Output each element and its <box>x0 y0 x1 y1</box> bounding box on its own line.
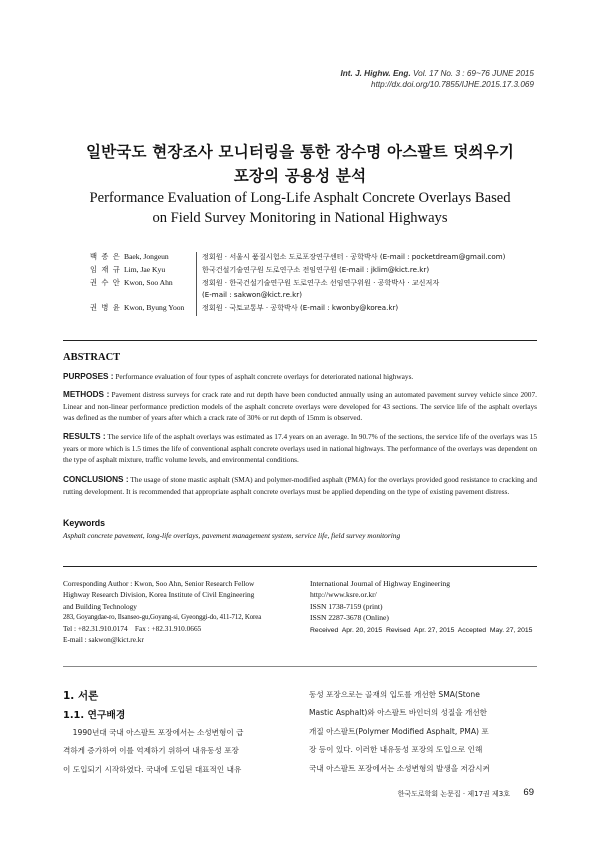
conclusions-text: The usage of stone mastic asphalt (SMA) and polymer-modified asphalt (PMA) for the overlays provided good resistance to cracking and rutting development. It is recommended that appropriate asphalt concrete overlays must be applied depending on the type of existing pavement distress. <box>63 475 538 496</box>
corresponding-author-block <box>63 578 293 646</box>
author-name-korean: 임 재 규 <box>90 265 121 274</box>
doi-link[interactable]: http://dx.doi.org/10.7855/IJHE.2015.17.3.069 <box>371 80 534 89</box>
abstract-results <box>63 431 537 466</box>
results-text: The service life of the asphalt overlays was estimated as 17.4 years on an average. In 90.7% of the sections, the service life of the overlays was 15 years or more which is 1.5 times the life of conventional asphalt concrete overlays used in national highways. The performance of the overlays was dependent on the type of asphalt mixture, traffic volume levels, and environmental conditions. <box>63 432 537 465</box>
body-column-left <box>63 724 291 779</box>
methods-text: Pavement distress surveys for crack rate and rut depth have been conducted annually using an automated pavement survey vehicle since 2007. Linear and non-linear performance prediction models of the asphalt concrete overlays were developed for 43 sections. The service life of the asphalt overlays was defined as the number of years after which a crack rate of 30% or rut depth of 15mm is observed. <box>63 390 537 423</box>
author-affiliation: 정회원 · 국토교통부 · 공학박사 (E-mail : kwonby@korea.kr) <box>202 303 399 312</box>
keywords-text: Asphalt concrete pavement, long-life overlays, pavement management system, service life, field survey monitoring <box>63 531 401 540</box>
author-affiliation: 정회원 · 한국건설기술연구원 도로연구소 선임연구위원 · 공학박사 · 교신저자 <box>202 278 440 287</box>
abstract-heading: ABSTRACT <box>63 352 121 363</box>
body-line: 1990년대 국내 아스팔트 포장에서는 소성변형이 급 <box>63 728 244 737</box>
corr-line: Highway Research Division, Korea Institute of Civil Engineering <box>63 590 255 600</box>
abstract-purposes <box>63 371 537 383</box>
body-line: 동성 포장으로는 골재의 입도를 개선한 SMA(Stone <box>309 690 480 699</box>
author-name-english: Kwon, Soo Ahn <box>124 278 173 287</box>
journal-name: International Journal of Highway Engineering <box>310 579 451 588</box>
body-column-right <box>309 686 537 778</box>
body-line: 장 등이 있다. 이러한 내유동성 포장의 도입으로 인해 <box>309 745 483 755</box>
author-name-english: Baek, Jongeun <box>124 252 169 261</box>
section-heading: 1. 서론 <box>63 690 99 702</box>
english-title-line-1: Performance Evaluation of Long-Life Asphalt Concrete Overlays Based <box>89 190 511 206</box>
korean-title-line-1: 일반국도 현장조사 모니터링을 통한 장수명 아스팔트 덧씌우기 <box>85 143 515 161</box>
body-line: 국내 아스팔트 포장에서는 소성변형의 발생을 저감시켜 <box>309 763 490 773</box>
journal-url[interactable]: http://www.ksre.or.kr/ <box>310 590 377 600</box>
author-name-korean: 권 수 안 <box>90 278 121 287</box>
author-affiliation: 한국건설기술연구원 도로연구소 전임연구원 (E-mail : jklim@kict.re.kr) <box>202 265 430 274</box>
author-name-english: Lim, Jae Kyu <box>124 265 166 274</box>
corr-line: and Building Technology <box>63 601 137 611</box>
corr-line: Corresponding Author : Kwon, Soo Ahn, Senior Research Fellow <box>63 579 255 588</box>
methods-label: METHODS : <box>63 390 110 399</box>
body-line: 격하게 증가하여 이를 억제하기 위하여 내유동성 포장 <box>63 746 239 756</box>
submission-dates: Received Apr. 20, 2015 Revised Apr. 27, 2015 Accepted May. 27, 2015 <box>310 627 533 635</box>
conclusions-label: CONCLUSIONS : <box>63 475 129 484</box>
purposes-label: PURPOSES : <box>63 372 114 381</box>
rule-middle <box>63 566 537 567</box>
journal-abbrev: Int. J. Highw. Eng. <box>340 69 411 78</box>
body-line: 이 도입되기 시작하였다. 국내에 도입된 대표적인 내유 <box>63 764 242 774</box>
english-title-line-2: on Field Survey Monitoring in National Highways <box>152 210 448 226</box>
body-line: 개질 아스팔트(Polymer Modified Asphalt, PMA) 포 <box>309 726 489 736</box>
corr-line: 283, Goyangdae-ro, Ilsanseo-gu,Goyang-si, Gyeonggi-do, 411-712, Korea <box>63 613 262 621</box>
purposes-text: Performance evaluation of four types of asphalt concrete overlays for deteriorated national highways. <box>113 372 414 381</box>
author-name-korean: 백 종 은 <box>90 252 121 261</box>
author-divider <box>196 252 197 316</box>
author-name-korean: 권 병 윤 <box>90 303 121 312</box>
subsection-heading: 1.1. 연구배경 <box>63 710 126 721</box>
journal-citation <box>341 69 534 78</box>
publication-info-block <box>310 578 540 636</box>
issn-print: ISSN 1738-7159 (print) <box>310 601 383 611</box>
corr-email: E-mail : sakwon@kict.re.kr <box>63 635 144 645</box>
rule-bottom <box>63 666 537 667</box>
author-affiliation: 정회원 · 서울시 품질시험소 도로포장연구센터 · 공학박사 (E-mail : pocketdream@gmail.com) <box>202 252 506 261</box>
keywords-heading: Keywords <box>63 518 106 528</box>
page-number: 69 <box>523 787 534 798</box>
volume-info: Vol. 17 No. 3 : 69~76 JUNE 2015 <box>410 69 534 78</box>
issn-online: ISSN 2287-3678 (Online) <box>310 612 389 622</box>
corr-line: Tel : +82.31.910.0174 Fax : +82.31.910.0665 <box>63 624 202 634</box>
korean-title-line-2: 포장의 공용성 분석 <box>233 167 367 185</box>
body-line: Mastic Asphalt)와 아스팔트 바인더의 성질을 개선한 <box>309 708 488 718</box>
author-affiliation-email: (E-mail : sakwon@kict.re.kr) <box>202 290 302 299</box>
rule-top <box>63 340 537 341</box>
results-label: RESULTS : <box>63 432 106 441</box>
abstract-conclusions <box>63 474 537 497</box>
author-name-english: Kwon, Byung Yoon <box>124 303 185 312</box>
abstract-methods <box>63 389 537 424</box>
footer-journal: 한국도로학회 논문집 · 제17권 제3호 <box>397 790 510 798</box>
